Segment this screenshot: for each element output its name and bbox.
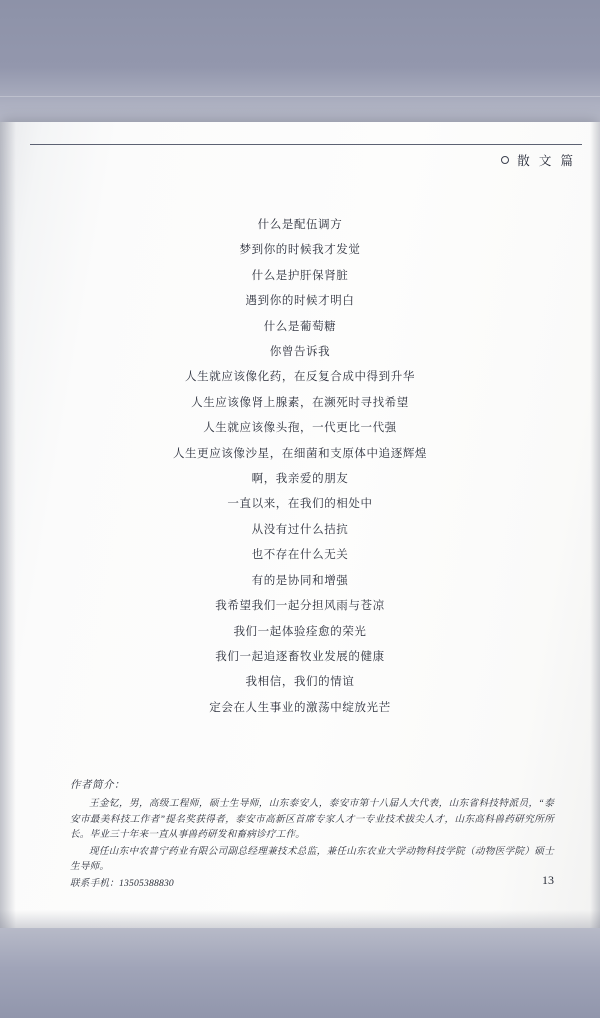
scanner-bed-top xyxy=(0,0,600,122)
author-bio-title: 作者简介： xyxy=(70,780,125,791)
poem-line: 啊，我亲爱的朋友 xyxy=(251,471,349,486)
poem-line: 定会在人生事业的激荡中绽放光芒 xyxy=(209,699,391,714)
poem-line: 人生应该像肾上腺素，在濒死时寻找希望 xyxy=(191,394,409,409)
circle-bullet-icon xyxy=(501,156,509,164)
poem-line: 遇到你的时候才明白 xyxy=(245,293,355,308)
page-header xyxy=(30,144,582,172)
poem-line: 人生就应该像化药，在反复合成中得到升华 xyxy=(185,369,415,384)
poem-line: 我希望我们一起分担风雨与苍凉 xyxy=(215,598,385,613)
poem-line: 你曾告诉我 xyxy=(269,344,331,359)
author-bio xyxy=(70,777,554,892)
poem-line: 什么是葡萄糖 xyxy=(263,318,337,333)
scanner-bed-bottom xyxy=(0,928,600,1018)
poem-line: 一直以来，在我们的相处中 xyxy=(227,496,373,511)
poem-line: 什么是护肝保肾脏 xyxy=(251,267,349,282)
poem-line: 我们一起体验痊愈的荣光 xyxy=(233,623,367,638)
section-label-text: 散 文 篇 xyxy=(517,154,576,168)
poem-line: 梦到你的时候我才发觉 xyxy=(239,242,361,257)
poem-line: 我相信，我们的情谊 xyxy=(245,674,355,689)
author-bio-contact: 联系手机：13505388830 xyxy=(70,877,174,889)
poem-line: 我们一起追逐畜牧业发展的健康 xyxy=(215,648,385,663)
poem-body xyxy=(0,212,600,720)
author-bio-paragraph: 王金钇，男，高级工程师，硕士生导师，山东泰安人，泰安市第十八届人大代表，山东省科技特派员，“泰安市最美科技工作者”提名奖获得者，泰安市高新区首席专家人才一专业技术拔尖人才，山东高科兽药研究所所长。毕业三十年来一直从事兽药研发和畜病诊疗工作。 xyxy=(70,798,554,840)
poem-line: 从没有过什么拮抗 xyxy=(251,521,349,536)
author-bio-paragraph: 现任山东中农普宁药业有限公司副总经理兼技术总监，兼任山东农业大学动物科技学院（动物医学院）硕士生导师。 xyxy=(70,845,554,872)
poem-line: 什么是配伍调方 xyxy=(257,217,343,231)
poem-line: 也不存在什么无关 xyxy=(251,547,349,562)
poem-line: 人生就应该像头孢，一代更比一代强 xyxy=(203,420,397,435)
scanner-bed-seam xyxy=(0,96,600,97)
poem-line: 人生更应该像沙星，在细菌和支原体中追逐辉煌 xyxy=(172,445,428,460)
section-label xyxy=(501,151,576,169)
header-divider xyxy=(30,144,582,145)
page-number: 13 xyxy=(542,873,554,887)
document-page xyxy=(0,122,600,928)
poem-line: 有的是协同和增强 xyxy=(251,572,349,587)
